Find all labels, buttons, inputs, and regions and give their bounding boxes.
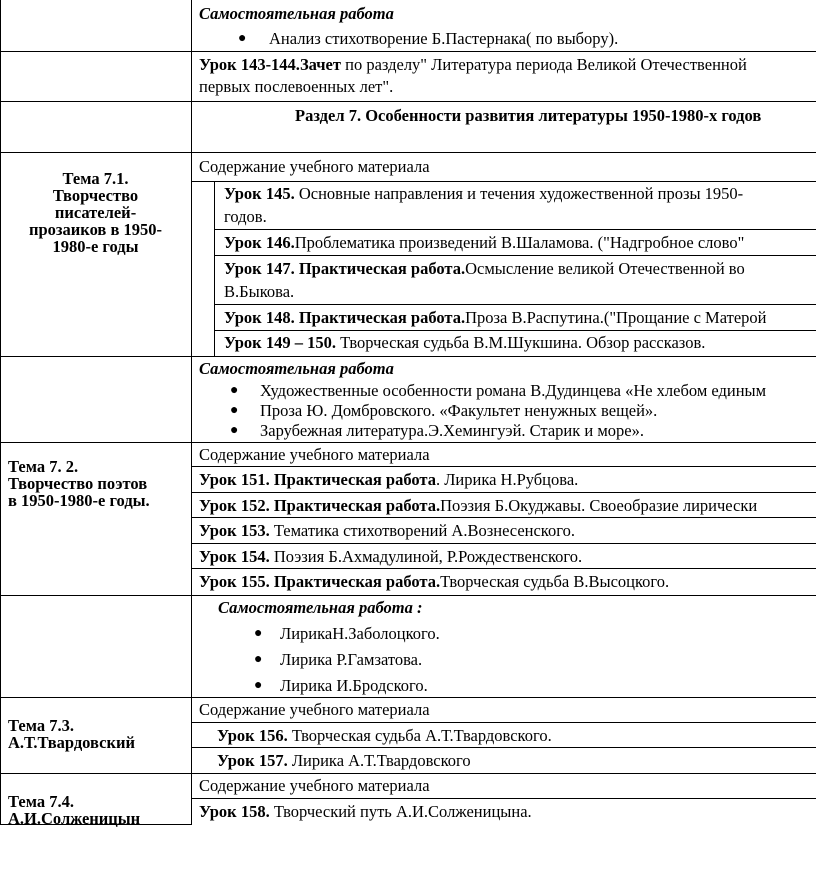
lesson-149-150: Урок 149 – 150. Творческая судьба В.М.Шукшина. Обзор рассказов. — [224, 333, 706, 352]
sr3-title: Самостоятельная работа : — [218, 598, 423, 617]
lesson-147: Урок 147. Практическая работа.Осмысление великой Отечественной во — [224, 259, 745, 278]
topic-74-heading: Тема 7.4. А.И.Солженицын — [8, 792, 141, 828]
zachet-line — [199, 55, 747, 75]
sr2-title: Самостоятельная работа — [199, 359, 394, 378]
topic-71-content-label: Содержание учебного материала — [199, 157, 430, 176]
lesson-154: Урок 154. Поэзия Б.Ахмадулиной, Р.Рождественского. — [199, 547, 583, 566]
lesson-151: Урок 151. Практическая работа. Лирика Н.Рубцова. — [199, 470, 579, 489]
sr2-item-1: Художественные особенности романа В.Дудинцева «Не хлебом единым — [260, 381, 767, 400]
lesson-152: Урок 152. Практическая работа.Поэзия Б.Окуджавы. Своеобразие лирически — [199, 496, 758, 515]
topic-71-heading: Тема 7.1. Творчество писателей- прозаиков в 1950- 1980-е годы — [28, 169, 162, 256]
lesson-156: Урок 156. Творческая судьба А.Т.Твардовского. — [217, 726, 552, 745]
lesson-158: Урок 158. Творческий путь А.И.Солженицына. — [199, 802, 532, 821]
bullet-icon: ● — [230, 423, 239, 438]
topic-74-content-label: Содержание учебного материала — [199, 776, 430, 795]
lesson-146: Урок 146.Проблематика произведений В.Шаламова. ("Надгробное слово" — [224, 233, 745, 252]
zachet-line-2: первых послевоенных лет". — [199, 77, 394, 96]
bullet-icon: ● — [230, 383, 239, 398]
lesson-153: Урок 153. Тематика стихотворений А.Вознесенского. — [199, 521, 575, 540]
lesson-147-line-2: В.Быкова. — [224, 282, 295, 301]
bullet-icon: ● — [254, 678, 263, 693]
sr2-item-2: Проза Ю. Домбровского. «Факультет ненужных вещей». — [260, 401, 658, 420]
topic-73-content-label: Содержание учебного материала — [199, 700, 430, 719]
sr3-item-1: ЛирикаН.Заболоцкого. — [280, 624, 440, 643]
lesson-148: Урок 148. Практическая работа.Проза В.Распутина.("Прощание с Матерой — [224, 308, 767, 327]
lesson-157: Урок 157. Лирика А.Т.Твардовского — [217, 751, 471, 770]
lesson-145-line-2: годов. — [224, 207, 267, 226]
topic-73-heading: Тема 7.3. А.Т.Твардовский — [8, 716, 135, 752]
sr2-item-3: Зарубежная литература.Э.Хемингуэй. Старик и море». — [260, 421, 644, 440]
bullet-icon: ● — [254, 626, 263, 641]
sr1-title: Самостоятельная работа — [199, 4, 394, 23]
table-left-border — [0, 0, 1, 824]
section-title: Раздел 7. Особенности развития литературы 1950-1980-х годов — [295, 106, 762, 125]
sr3-item-2: Лирика Р.Гамзатова. — [280, 650, 423, 669]
sr1-item: Анализ стихотворение Б.Пастернака( по выбору). — [269, 29, 619, 48]
lesson-145: Урок 145. Основные направления и течения художественной прозы 1950- — [224, 184, 744, 203]
bullet-icon: ● — [254, 652, 263, 667]
zachet-label: Зачет — [299, 55, 341, 74]
bullet-icon: ● — [238, 31, 247, 46]
sr3-item-3: Лирика И.Бродского. — [280, 676, 428, 695]
bullet-icon: ● — [230, 403, 239, 418]
lesson-number: Урок 143-144. — [199, 55, 300, 74]
lesson-155: Урок 155. Практическая работа.Творческая судьба В.Высоцкого. — [199, 572, 670, 591]
table-column-divider — [191, 0, 192, 824]
topic-72-heading: Тема 7. 2. Творчество поэтов в 1950-1980-е годы. — [8, 457, 150, 510]
lesson-text: по разделу" Литература периода Великой Отечественной — [340, 55, 747, 74]
topic-72-content-label: Содержание учебного материала — [199, 445, 430, 464]
